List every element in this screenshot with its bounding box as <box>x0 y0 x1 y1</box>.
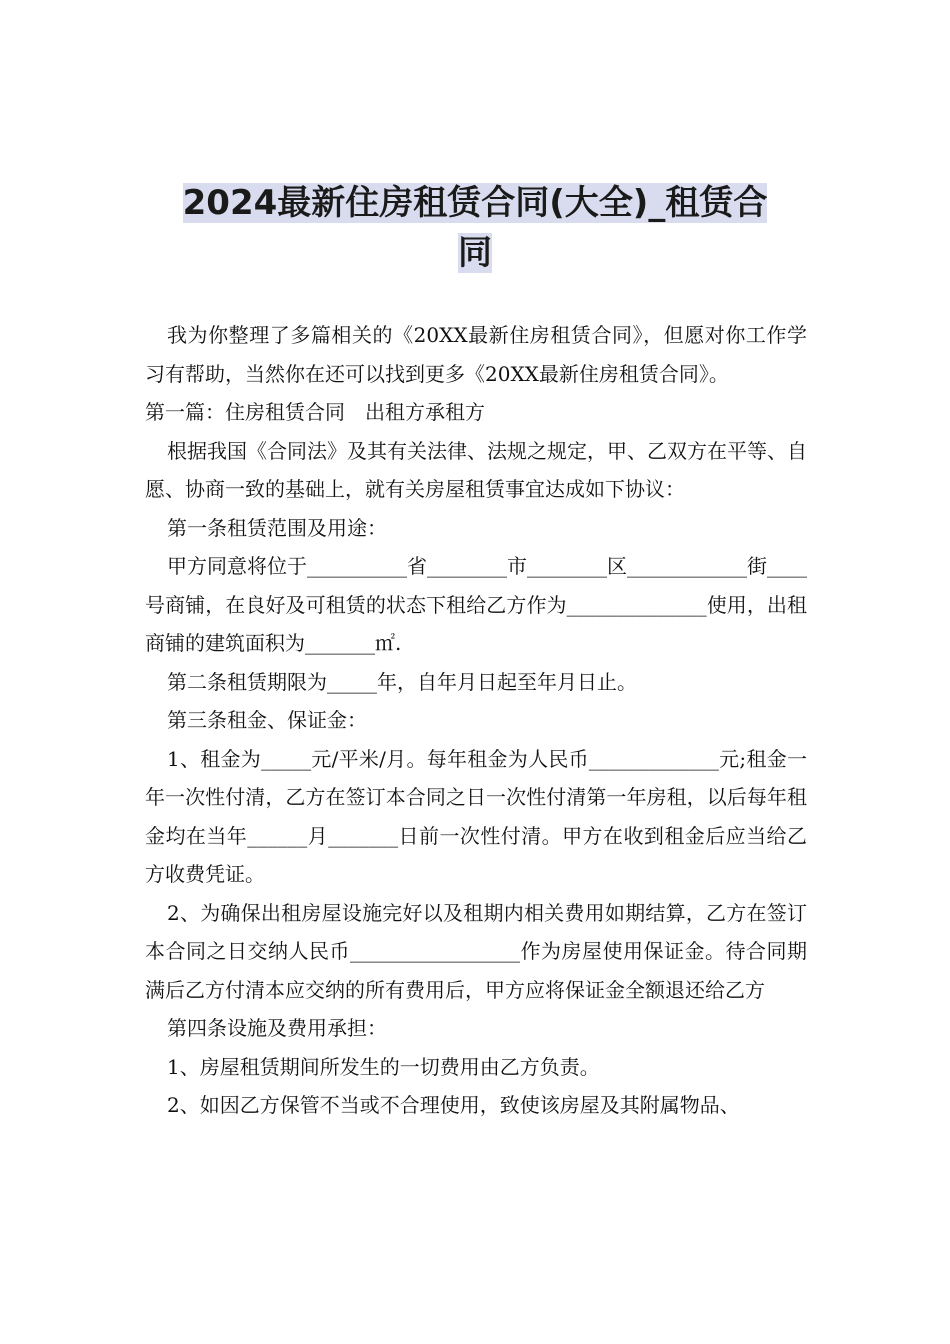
paragraph-article-1-heading: 第一条租赁范围及用途： <box>167 515 387 540</box>
paragraph-article-4-heading: 第四条设施及费用承担： <box>167 1016 387 1040</box>
paragraph-article-2: 第二条租赁期限为_____年，自年月日起至年月日止。 <box>167 669 637 694</box>
paragraph-intro: 我为你整理了多篇相关的《20XX最新住房租赁合同》，但愿对你工作学习有帮助，当然你在还可以找到更多《20XX最新住房租赁合同》。 <box>145 323 807 386</box>
title-line-1: 2024最新住房租赁合同(大全)_租赁合 <box>182 183 768 223</box>
title-block <box>0 178 950 278</box>
paragraph-preamble: 根据我国《合同法》及其有关法律、法规之规定，甲、乙双方在平等、自愿、协商一致的基础上，就有关房屋租赁事宜达成如下协议： <box>145 438 807 501</box>
paragraph-article-1-body: 甲方同意将位于__________省________市________区____________街____号商铺，在良好及可租赁的状态下租给乙方作为______________使用，出租商铺的建筑面积为_______㎡. <box>145 554 807 655</box>
paragraph-article-3-heading: 第三条租金、保证金： <box>167 708 367 732</box>
document-body <box>145 316 807 1125</box>
paragraph-section-heading: 第一篇：住房租赁合同 出租方承租方 <box>145 400 485 424</box>
paragraph-article-4-item-1: 1、房屋租赁期间所发生的一切费用由乙方负责。 <box>167 1054 600 1079</box>
document-title <box>150 178 800 278</box>
paragraph-article-3-item-2: 2、为确保出租房屋设施完好以及租期内相关费用如期结算，乙方在签订本合同之日交纳人民币_________________作为房屋使用保证金。待合同期满后乙方付清本应交纳的所有费用后，甲方应将保证金全额退还给乙方 <box>145 900 807 1002</box>
title-line-2: 同 <box>458 233 492 273</box>
paragraph-article-4-item-2: 2、如因乙方保管不当或不合理使用，致使该房屋及其附属物品、 <box>167 1093 740 1117</box>
paragraph-article-3-item-1: 1、租金为_____元/平米/月。每年租金为人民币_____________元;租金一年一次性付清，乙方在签订本合同之日一次性付清第一年房租，以后每年租金均在当年______月_______日前一次性付清。甲方在收到租金后应当给乙方收费凭证。 <box>145 746 807 886</box>
